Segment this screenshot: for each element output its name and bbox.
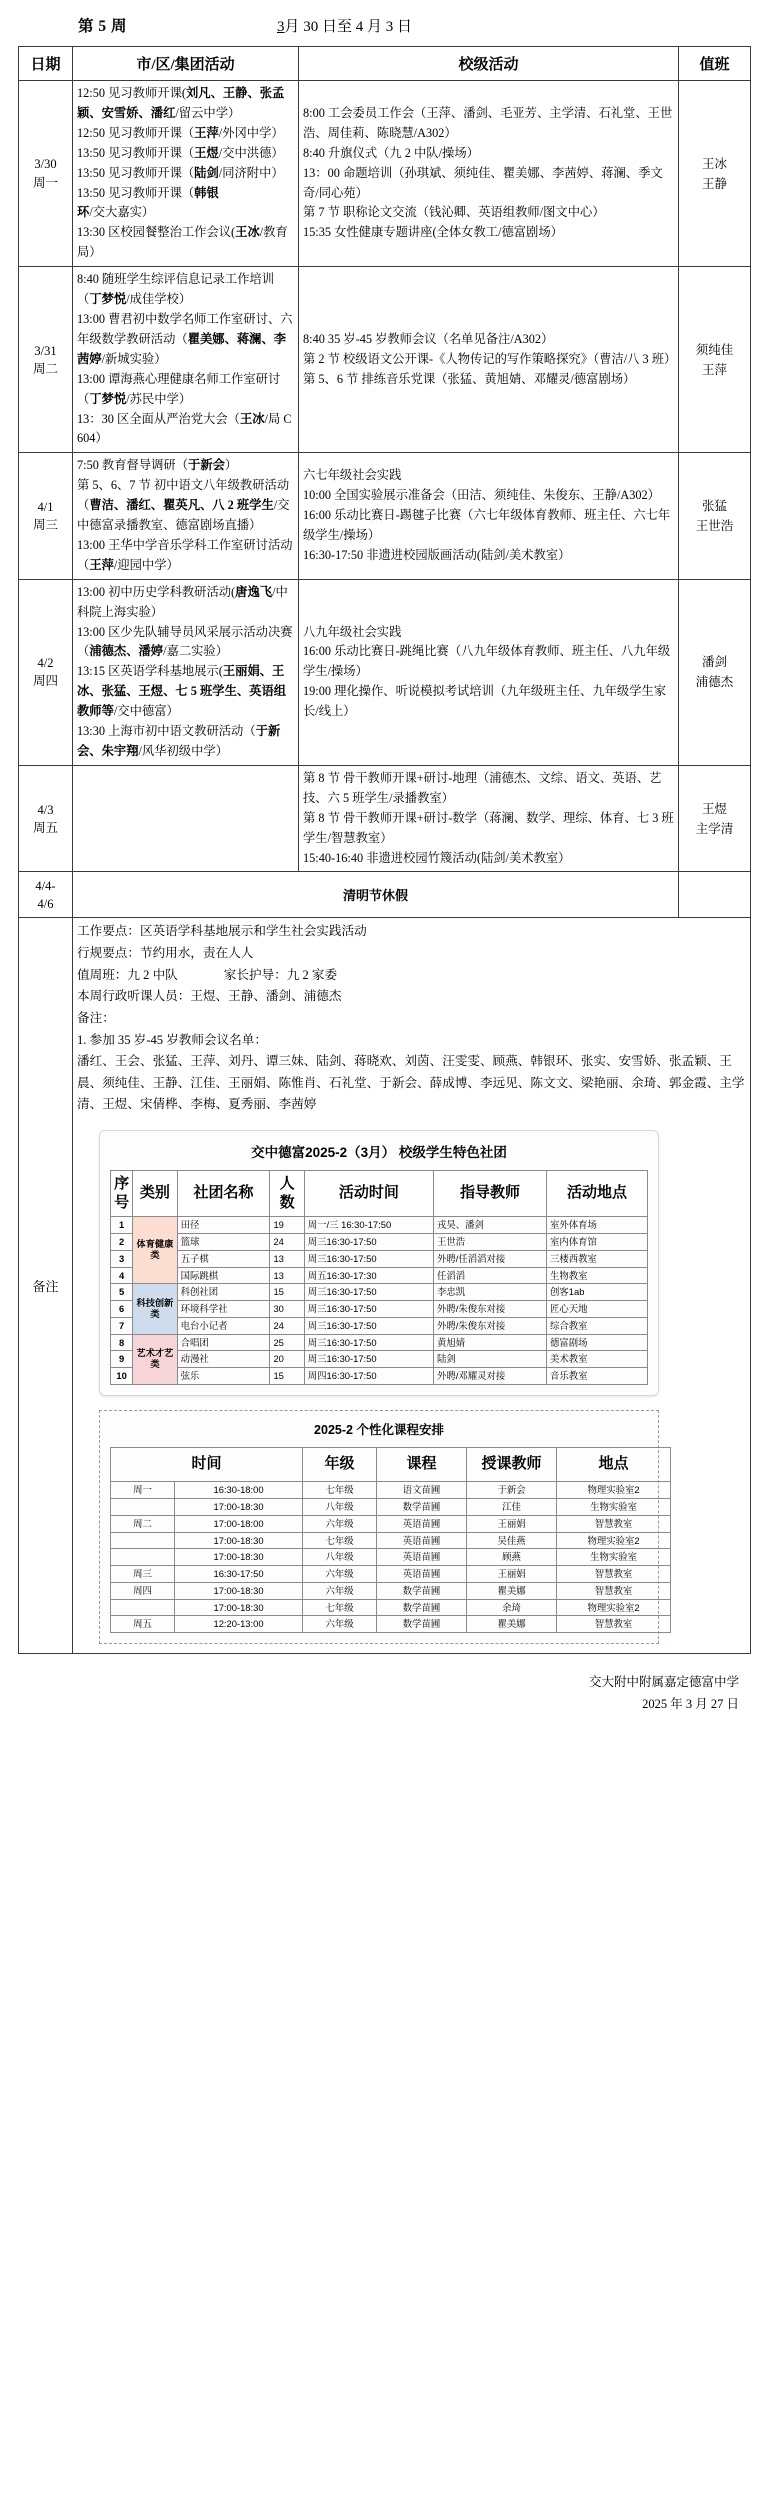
activity-line: 13:50 见习教师开课（韩银环/交大嘉实） [77,185,219,220]
course-card [99,1410,659,1644]
club-no: 5 [111,1284,133,1301]
course-grade: 八年级 [303,1499,377,1516]
club-no: 9 [111,1351,133,1368]
course-grade: 六年级 [303,1515,377,1532]
course-col-header-4: 地点 [557,1448,671,1482]
club-no: 2 [111,1234,133,1251]
club-time: 周三16:30-17:50 [304,1301,433,1318]
table-row [19,453,751,579]
activity-line: 8:40 35 岁-45 岁教师会议（名单见备注/A302） [303,331,554,346]
club-col-header-5: 指导教师 [433,1170,546,1217]
course-name: 英语苗圃 [377,1515,467,1532]
club-place: 室内体育馆 [547,1234,648,1251]
club-count: 20 [270,1351,304,1368]
club-row [111,1284,648,1301]
table-row [19,267,751,453]
activity-line: 10:00 全国实验展示准备会（田洁、须纯佳、朱俊东、王静/A302） [303,488,660,503]
cell-city-activities [73,267,299,453]
course-time: 16:30-18:00 [175,1482,303,1499]
course-grade: 六年级 [303,1616,377,1633]
club-teacher: 李忠凯 [433,1284,546,1301]
course-row [111,1532,671,1549]
activity-line: 13:50 见习教师开课（陆剑/同济附中） [77,165,284,180]
cell-date: 4/3 周五 [19,765,73,872]
activity-line: 第 2 节 校级语文公开课-《人物传记的写作策略探究》（曹洁/八 3 班） [303,351,677,366]
club-col-header-6: 活动地点 [547,1170,648,1217]
club-time: 周三16:30-17:50 [304,1317,433,1334]
club-no: 4 [111,1267,133,1284]
course-name: 数学苗圃 [377,1582,467,1599]
course-time: 12:20-13:00 [175,1616,303,1633]
club-name: 田径 [177,1217,270,1234]
course-time: 17:00-18:30 [175,1499,303,1516]
club-row [111,1234,648,1251]
document-header [18,6,751,46]
holiday-row [19,872,751,918]
club-time: 周三16:30-17:50 [304,1234,433,1251]
club-name: 电台小记者 [177,1317,270,1334]
club-table-body [111,1217,648,1385]
club-time: 周一/三 16:30-17:50 [304,1217,433,1234]
course-row [111,1582,671,1599]
schedule-body [19,81,751,1654]
note-meeting-list-label: 1. 参加 35 岁-45 岁教师会议名单： [77,1032,267,1047]
cell-date: 4/2 周四 [19,579,73,765]
club-row [111,1217,648,1234]
course-row [111,1482,671,1499]
course-row [111,1549,671,1566]
club-place: 德富剧场 [547,1334,648,1351]
club-place: 美术教室 [547,1351,648,1368]
activity-line: 13：00 命题培训（孙琪斌、须纯佳、瞿美娜、李茜婷、蒋澜、季文奇/同心苑） [303,165,663,200]
club-table [110,1170,648,1385]
week-number: 第 5 周 [78,18,128,35]
cell-school-activities [299,267,679,453]
note-meeting-name-list: 潘红、王会、张猛、王萍、刘丹、谭三妹、陆剑、蒋晓欢、刘茵、汪雯雯、顾燕、韩银环、张实、安雪娇、张孟颖、王晨、须纯佳、王静、江佳、王丽娟、陈惟肖、石礼堂、于新会、薛成博、李远见、陈文文、梁艳丽、余琦、郭金霞、主学清、王煜、宋倩桦、李梅、夏秀丽、李茜婷 [77,1054,745,1112]
course-grade: 七年级 [303,1482,377,1499]
club-count: 24 [270,1234,304,1251]
course-teacher: 于新会 [467,1482,557,1499]
document-footer [18,1672,751,1716]
date-range-rest: 月 30 日至 4 月 3 日 [284,19,413,35]
club-category-cell: 艺术才艺类 [133,1334,177,1384]
club-col-header-4: 活动时间 [304,1170,433,1217]
club-table-header [111,1170,648,1217]
activity-line: 13:50 见习教师开课（王煜/交中洪德） [77,145,284,160]
activity-line: 13:15 区英语学科基地展示(王丽娟、王冰、张猛、王煜、七 5 班学生、英语组教师等/交中德富） [77,664,287,719]
cell-holiday-date: 4/4- 4/6 [19,872,73,918]
course-place: 智慧教室 [557,1582,671,1599]
course-row [111,1599,671,1616]
club-name: 环境科学社 [177,1301,270,1318]
club-no: 6 [111,1301,133,1318]
course-teacher: 王丽娟 [467,1566,557,1583]
club-place: 音乐教室 [547,1368,648,1385]
cell-city-activities [73,765,299,872]
course-teacher: 瞿美娜 [467,1582,557,1599]
club-place: 综合教室 [547,1317,648,1334]
notes-body-cell [73,918,751,1654]
cell-school-activities [299,453,679,579]
club-name: 科创社团 [177,1284,270,1301]
club-col-header-0: 序号 [111,1170,133,1217]
club-time: 周四16:30-17:50 [304,1368,433,1385]
club-no: 10 [111,1368,133,1385]
col-header-school: 校级活动 [299,47,679,81]
course-row [111,1616,671,1633]
notes-label-cell: 备注 [19,918,73,1654]
date-range [277,15,412,36]
club-teacher: 陆剑 [433,1351,546,1368]
club-time: 周三16:30-17:50 [304,1250,433,1267]
activity-line: 第 8 节 骨干教师开课+研讨-地理（浦德杰、文综、语文、英语、艺技、六 5 班学生/录播教室） [303,770,662,805]
activity-line: 13:00 区少先队辅导员风采展示活动决赛（浦德杰、潘婷/嘉二实验） [77,624,293,659]
club-row [111,1250,648,1267]
club-teacher: 外聘/任滔滔对接 [433,1250,546,1267]
col-header-date: 日期 [19,47,73,81]
table-row [19,579,751,765]
club-card [99,1130,659,1396]
club-name: 国际跳棋 [177,1267,270,1284]
course-place: 物理实验室2 [557,1532,671,1549]
activity-line: 8:40 随班学生综评信息记录工作培训（丁梦悦/成佳学校） [77,272,275,307]
course-place: 生物实验室 [557,1549,671,1566]
activity-line: 13:00 曹君初中数学名师工作室研讨、六年级数学教研活动（瞿美娜、蒋澜、李茜婷/新城实验） [77,311,293,366]
club-row [111,1317,648,1334]
club-teacher: 外聘/朱俊东对接 [433,1301,546,1318]
club-place: 创客1ab [547,1284,648,1301]
table-row [19,765,751,872]
cell-duty: 王冰 王静 [679,81,751,267]
course-place: 物理实验室2 [557,1599,671,1616]
course-row [111,1566,671,1583]
activity-line: 19:00 理化操作、听说模拟考试培训（九年级班主任、九年级学生家长/线上） [303,684,667,719]
cell-duty: 张猛 王世浩 [679,453,751,579]
weekly-schedule-table [18,46,751,1654]
course-table-body [111,1482,671,1633]
club-no: 1 [111,1217,133,1234]
club-teacher: 外聘/邓耀灵对接 [433,1368,546,1385]
cell-school-activities [299,579,679,765]
cell-holiday-text: 清明节休假 [73,872,679,918]
course-teacher: 吴佳燕 [467,1532,557,1549]
club-count: 19 [270,1217,304,1234]
activity-line: 15:40-16:40 非遗进校园竹篾活动(陆剑/美术教室） [303,850,571,865]
course-teacher: 瞿美娜 [467,1616,557,1633]
course-name: 英语苗圃 [377,1566,467,1583]
course-col-header-3: 授课教师 [467,1448,557,1482]
course-grade: 七年级 [303,1599,377,1616]
course-time: 17:00-18:30 [175,1549,303,1566]
club-name: 弦乐 [177,1368,270,1385]
activity-line: 六七年级社会实践 [303,468,402,483]
course-name: 数学苗圃 [377,1616,467,1633]
course-day [111,1532,175,1549]
course-day: 周一 [111,1482,175,1499]
cell-date: 3/30 周一 [19,81,73,267]
club-name: 合唱团 [177,1334,270,1351]
course-card-title: 2025-2 个性化课程安排 [314,1422,444,1437]
club-teacher: 黄旭婧 [433,1334,546,1351]
cell-holiday-duty [679,872,751,918]
col-header-city: 市/区/集团活动 [73,47,299,81]
course-teacher: 顾燕 [467,1549,557,1566]
club-no: 7 [111,1317,133,1334]
club-row [111,1351,648,1368]
course-day: 周五 [111,1616,175,1633]
course-time: 17:00-18:30 [175,1599,303,1616]
cell-city-activities [73,453,299,579]
club-count: 15 [270,1368,304,1385]
course-table [110,1447,671,1633]
club-name: 动漫社 [177,1351,270,1368]
activity-line: 第 5、6、7 节 初中语文八年级教研活动（曹洁、潘红、瞿英凡、八 2 班学生/交中德富录播教室、德富剧场直播） [77,478,290,533]
note-work-focus: 工作要点：区英语学科基地展示和学生社会实践活动 [77,924,367,939]
cell-school-activities [299,765,679,872]
club-count: 13 [270,1267,304,1284]
course-col-header-0: 时间 [111,1448,303,1482]
course-place: 智慧教室 [557,1616,671,1633]
course-day [111,1499,175,1516]
course-grade: 七年级 [303,1532,377,1549]
club-name: 五子棋 [177,1250,270,1267]
activity-line: 第 8 节 骨干教师开课+研讨-数学（蒋澜、数学、理综、体育、七 3 班学生/智慧教室） [303,810,674,845]
club-row [111,1301,648,1318]
course-name: 数学苗圃 [377,1499,467,1516]
activity-line: 16:00 乐动比赛日-跳绳比赛（八九年级体育教师、班主任、八九年级学生/操场） [303,644,671,679]
club-time: 周三16:30-17:50 [304,1334,433,1351]
activity-line: 13：30 区全面从严治党大会（王冰/局 C604） [77,411,292,446]
club-count: 15 [270,1284,304,1301]
course-grade: 八年级 [303,1549,377,1566]
course-name: 英语苗圃 [377,1532,467,1549]
activity-line: 八九年级社会实践 [303,624,402,639]
course-grade: 六年级 [303,1566,377,1583]
club-teacher: 外聘/朱俊东对接 [433,1317,546,1334]
course-place: 智慧教室 [557,1566,671,1583]
course-time: 17:00-18:00 [175,1515,303,1532]
club-name: 篮球 [177,1234,270,1251]
course-name: 英语苗圃 [377,1549,467,1566]
club-category-cell: 科技创新类 [133,1284,177,1334]
course-time: 16:30-17:50 [175,1566,303,1583]
club-count: 30 [270,1301,304,1318]
course-time: 17:00-18:30 [175,1582,303,1599]
activity-line: 13:30 区校园餐整治工作会议(王冰/教育局） [77,225,288,260]
activity-line: 13:00 王华中学音乐学科工作室研讨活动（王萍/迎园中学） [77,537,293,572]
club-time: 周三16:30-17:50 [304,1351,433,1368]
course-name: 数学苗圃 [377,1599,467,1616]
club-no: 8 [111,1334,133,1351]
cell-duty: 潘剑 浦德杰 [679,579,751,765]
club-row [111,1334,648,1351]
course-time: 17:00-18:30 [175,1532,303,1549]
activity-line: 8:40 升旗仪式（九 2 中队/操场） [303,145,479,160]
activity-line: 7:50 教育督导调研（于新会） [77,458,238,473]
course-teacher: 余琦 [467,1599,557,1616]
club-place: 三楼西教室 [547,1250,648,1267]
club-category-cell: 体育健康类 [133,1217,177,1284]
cell-date: 3/31 周二 [19,267,73,453]
club-teacher: 王世浩 [433,1234,546,1251]
cell-duty: 王煜 主学清 [679,765,751,872]
activity-line: 13:00 谭海燕心理健康名师工作室研讨（丁梦悦/苏民中学） [77,371,281,406]
activity-line: 13:00 初中历史学科教研活动(唐逸飞/中科院上海实验） [77,584,288,619]
course-place: 物理实验室2 [557,1482,671,1499]
activity-line: 15:35 女性健康专题讲座(全体女教工/德富剧场） [303,225,563,240]
course-name: 语文苗圃 [377,1482,467,1499]
course-teacher: 王丽娟 [467,1515,557,1532]
cell-city-activities [73,81,299,267]
table-row [19,81,751,267]
activity-line: 16:30-17:50 非遗进校园版画活动(陆剑/美术教室） [303,547,571,562]
cell-school-activities [299,81,679,267]
schedule-header-row [19,47,751,81]
cell-duty: 须纯佳 王萍 [679,267,751,453]
col-header-duty: 值班 [679,47,751,81]
notes-row [19,918,751,1654]
course-day [111,1549,175,1566]
club-teacher: 戎昊、潘剑 [433,1217,546,1234]
footer-date: 2025 年 3 月 27 日 [642,1696,739,1711]
note-rule-focus: 行规要点：节约用水，责在人人 [77,946,254,961]
club-time: 周三16:30-17:50 [304,1284,433,1301]
course-day: 周二 [111,1515,175,1532]
club-place: 匠心天地 [547,1301,648,1318]
club-col-header-2: 社团名称 [177,1170,270,1217]
course-day: 周四 [111,1582,175,1599]
club-col-header-3: 人数 [270,1170,304,1217]
club-time: 周五16:30-17:30 [304,1267,433,1284]
course-grade: 六年级 [303,1582,377,1599]
club-teacher: 任滔滔 [433,1267,546,1284]
club-count: 13 [270,1250,304,1267]
activity-line: 12:50 见习教师开课(刘凡、王静、张孟颖、安雪娇、潘红/留云中学） [77,86,285,120]
club-count: 25 [270,1334,304,1351]
course-place: 智慧教室 [557,1515,671,1532]
course-place: 生物实验室 [557,1499,671,1516]
course-col-header-2: 课程 [377,1448,467,1482]
course-day [111,1599,175,1616]
activity-line: 第 7 节 职称论文交流（钱沁卿、英语组教师/图文中心） [303,205,605,220]
club-row [111,1267,648,1284]
club-card-title: 交中德富2025-2（3月） 校级学生特色社团 [251,1144,507,1160]
course-teacher: 江佳 [467,1499,557,1516]
club-no: 3 [111,1250,133,1267]
course-row [111,1515,671,1532]
club-place: 生物教室 [547,1267,648,1284]
note-remark-label: 备注： [77,1011,115,1026]
note-duty-class: 值周班：九 2 中队 家长护导：九 2 家委 [77,967,338,982]
club-col-header-1: 类别 [133,1170,177,1217]
note-admin-observers: 本周行政听课人员：王煜、王静、潘剑、浦德杰 [77,989,342,1004]
club-place: 室外体育场 [547,1217,648,1234]
date-range-underline: 3 [277,19,285,35]
activity-line: 第 5、6 节 排练音乐党课（张猛、黄旭婧、邓耀灵/德富剧场） [303,371,636,386]
course-row [111,1499,671,1516]
activity-line: 8:00 工会委员工作会（王萍、潘剑、毛亚芳、主学清、石礼堂、王世浩、周佳莉、陈晓慧/A302） [303,105,673,140]
course-table-header [111,1448,671,1482]
activity-line: 13:30 上海市初中语文教研活动（于新会、朱宇翔/风华初级中学） [77,724,281,758]
club-count: 24 [270,1317,304,1334]
cell-city-activities [73,579,299,765]
course-col-header-1: 年级 [303,1448,377,1482]
activity-line: 12:50 见习教师开课（王萍/外冈中学） [77,125,284,140]
course-day: 周三 [111,1566,175,1583]
activity-line: 16:00 乐动比赛日-踢毽子比赛（六七年级体育教师、班主任、六七年级学生/操场） [303,508,671,542]
cell-date: 4/1 周三 [19,453,73,579]
club-row [111,1368,648,1385]
footer-school-name: 交大附中附属嘉定德富中学 [588,1675,739,1690]
